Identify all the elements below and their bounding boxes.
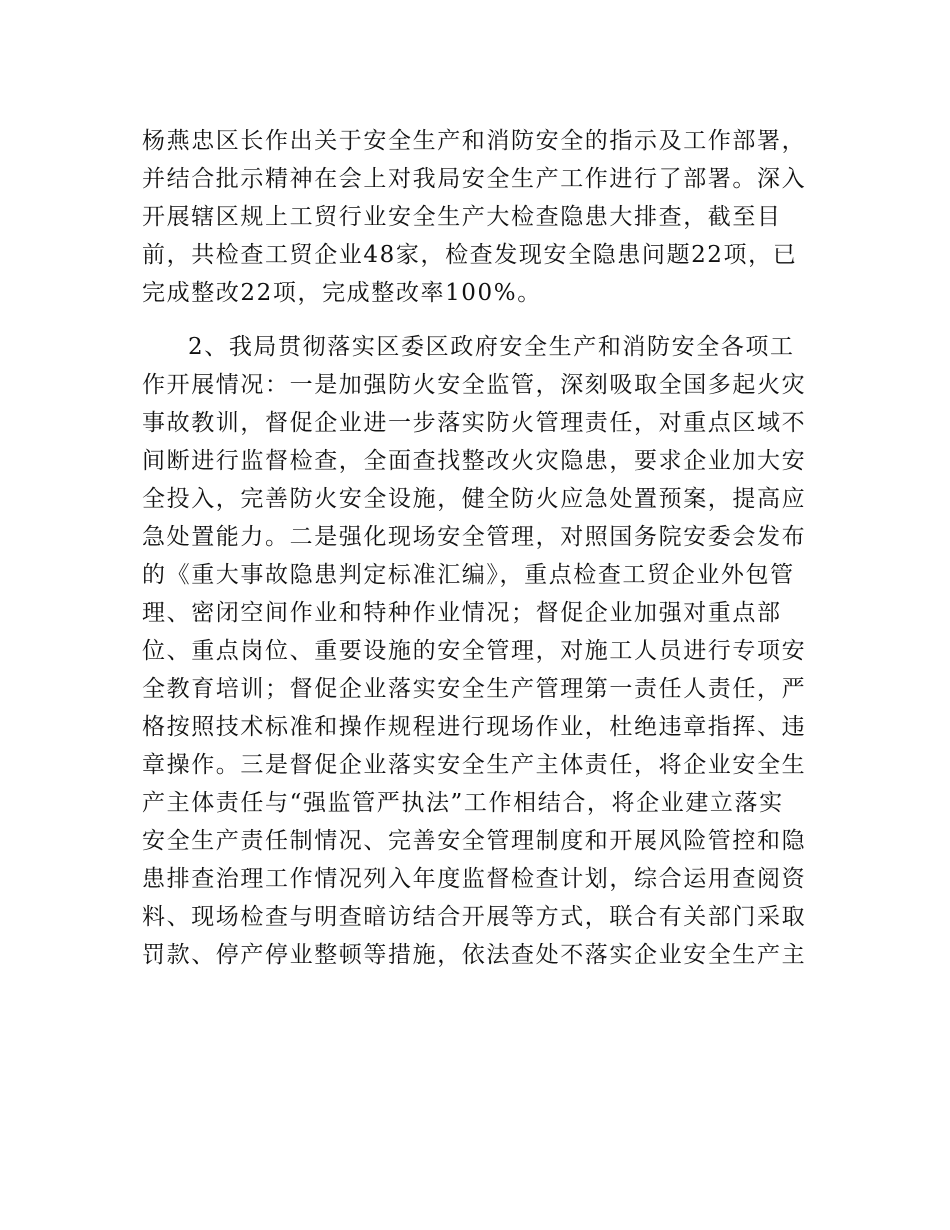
- document-body: [142, 122, 812, 974]
- text-line: 全投入，完善防火安全设施，健全防火应急处置预案，提高应: [142, 486, 807, 512]
- text-line: 产主体责任与“强监管严执法”工作相结合，将企业建立落实: [142, 790, 784, 816]
- text-line: 间断进行监督检查，全面查找整改火灾隐患，要求企业加大安: [142, 448, 807, 474]
- text-line: 位、重点岗位、重要设施的安全管理，对施工人员进行专项安: [142, 638, 807, 664]
- text-line: 罚款、停产停业整顿等措施，依法查处不落实企业安全生产主: [142, 942, 807, 968]
- text-line: 安全生产责任制情况、完善安全管理制度和开展风险管控和隐: [142, 828, 807, 854]
- paragraph-1: [142, 122, 812, 312]
- text-line: 2、我局贯彻落实区委区政府安全生产和消防安全各项工: [188, 334, 795, 360]
- text-line: 患排查治理工作情况列入年度监督检查计划，综合运用查阅资: [142, 866, 807, 892]
- text-line: 全教育培训；督促企业落实安全生产管理第一责任人责任，严: [142, 676, 807, 702]
- text-line: 急处置能力。二是强化现场安全管理，对照国务院安委会发布: [142, 524, 807, 550]
- text-line: 料、现场检查与明查暗访结合开展等方式，联合有关部门采取: [142, 904, 807, 930]
- text-line: 理、密闭空间作业和特种作业情况；督促企业加强对重点部: [142, 600, 782, 626]
- text-line: 事故教训，督促企业进一步落实防火管理责任，对重点区域不: [142, 410, 807, 436]
- text-line: 章操作。三是督促企业落实安全生产主体责任，将企业安全生: [142, 752, 807, 778]
- text-line: 开展辖区规上工贸行业安全生产大检查隐患大排查，截至目: [142, 204, 782, 230]
- text-line: 作开展情况：一是加强防火安全监管，深刻吸取全国多起火灾: [142, 372, 807, 398]
- text-line: 完成整改22项，完成整改率100%。: [142, 280, 542, 306]
- text-line: 杨燕忠区长作出关于安全生产和消防安全的指示及工作部署，: [142, 128, 807, 154]
- paragraph-2: [142, 328, 812, 974]
- text-line: 格按照技术标准和操作规程进行现场作业，杜绝违章指挥、违: [142, 714, 807, 740]
- text-line: 的《重大事故隐患判定标准汇编》，重点检查工贸企业外包管: [142, 562, 795, 588]
- text-line: 并结合批示精神在会上对我局安全生产工作进行了部署。深入: [142, 166, 807, 192]
- text-line: 前，共检查工贸企业48家，检查发现安全隐患问题22项，已: [142, 242, 798, 268]
